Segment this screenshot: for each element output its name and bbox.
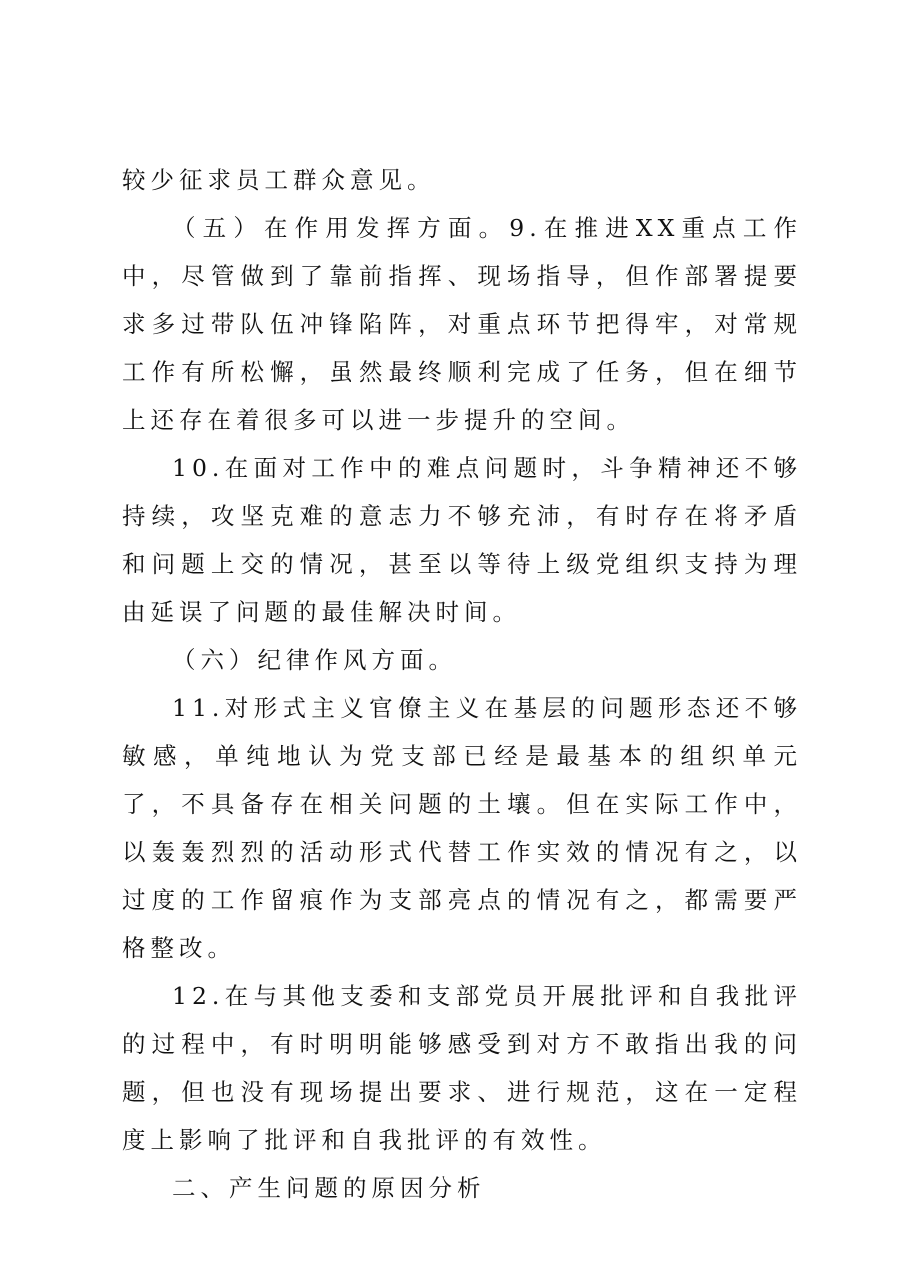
document-body (122, 156, 802, 1212)
section-heading-cause-analysis: 二、产生问题的原因分析 (172, 1174, 486, 1202)
paragraph-item-10: 10.在面对工作中的难点问题时，斗争精神还不够持续，攻坚克难的意志力不够充沛，有时存在将矛盾和问题上交的情况，甚至以等待上级党组织支持为理由延误了问题的最佳解决时间。 (122, 454, 802, 626)
paragraph-section-six: （六）纪律作风方面。 (172, 646, 457, 674)
paragraph-item-11: 11.对形式主义官僚主义在基层的问题形态还不够敏感，单纯地认为党支部已经是最基本的组织单元了，不具备存在相关问题的土壤。但在实际工作中，以轰轰烈烈的活动形式代替工作实效的情况有之，以过度的工作留痕作为支部亮点的情况有之，都需要严格整改。 (122, 694, 802, 962)
paragraph-continuation: 较少征求员工群众意见。 (122, 166, 436, 194)
paragraph-item-12: 12.在与其他支委和支部党员开展批评和自我批评的过程中，有时明明能够感受到对方不敢指出我的问题，但也没有现场提出要求、进行规范，这在一定程度上影响了批评和自我批评的有效性。 (122, 982, 802, 1154)
paragraph-section-five: （五）在作用发挥方面。9.在推进XX重点工作中，尽管做到了靠前指挥、现场指导，但作部署提要求多过带队伍冲锋陷阵，对重点环节把得牢，对常规工作有所松懈，虽然最终顺利完成了任务，但在细节上还存在着很多可以进一步提升的空间。 (122, 214, 802, 434)
